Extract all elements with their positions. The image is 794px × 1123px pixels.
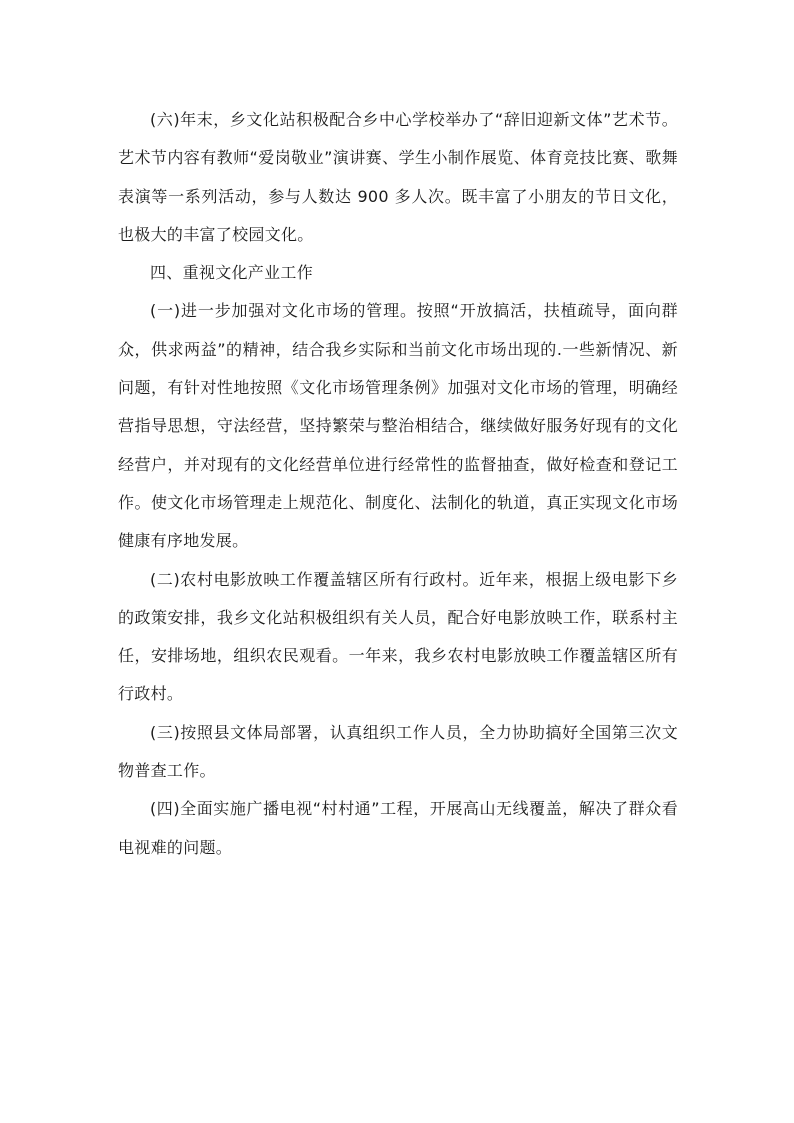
paragraph-rural-film: (二)农村电影放映工作覆盖辖区所有行政村。近年来，根据上级电影下乡的政策安排，我乡文化站积极组织有关人员，配合好电影放映工作，联系村主任，安排场地，组织农民观看。一年来，我乡农村电影放映工作覆盖辖区所有行政村。 [118, 569, 678, 704]
section-heading-cultural-industry: 四、重视文化产业工作 [150, 263, 314, 283]
paragraph-art-festival: (六)年末，乡文化站积极配合乡中心学校举办了“辞旧迎新文体”艺术节。艺术节内容有教师“爱岗敬业”演讲赛、学生小制作展览、体育竞技比赛、歌舞表演等一系列活动，参与人数达 900 多人次。既丰富了小朋友的节日文化，也极大的丰富了校园文化。 [118, 110, 678, 244]
paragraph-broadcast-coverage: (四)全面实施广播电视“村村通”工程，开展高山无线覆盖，解决了群众看电视难的问题。 [118, 799, 678, 857]
document-body [118, 101, 678, 867]
paragraph-relics-census: (三)按照县文体局部署，认真组织工作人员，全力协助搞好全国第三次文物普查工作。 [118, 722, 678, 781]
paragraph-market-management: (一)进一步加强对文化市场的管理。按照“开放搞活，扶植疏导，面向群众，供求两益”的精神，结合我乡实际和当前文化市场出现的.一些新情况、新问题，有针对性地按照《文化市场管理条例》加强对文化市场的管理，明确经营指导思想，守法经营，坚持繁荣与整治相结合，继续做好服务好现有的文化经营户，并对现有的文化经营单位进行经常性的监督抽查，做好检查和登记工作。使文化市场管理走上规范化、制度化、法制化的轨道，真正实现文化市场健康有序地发展。 [118, 301, 678, 551]
